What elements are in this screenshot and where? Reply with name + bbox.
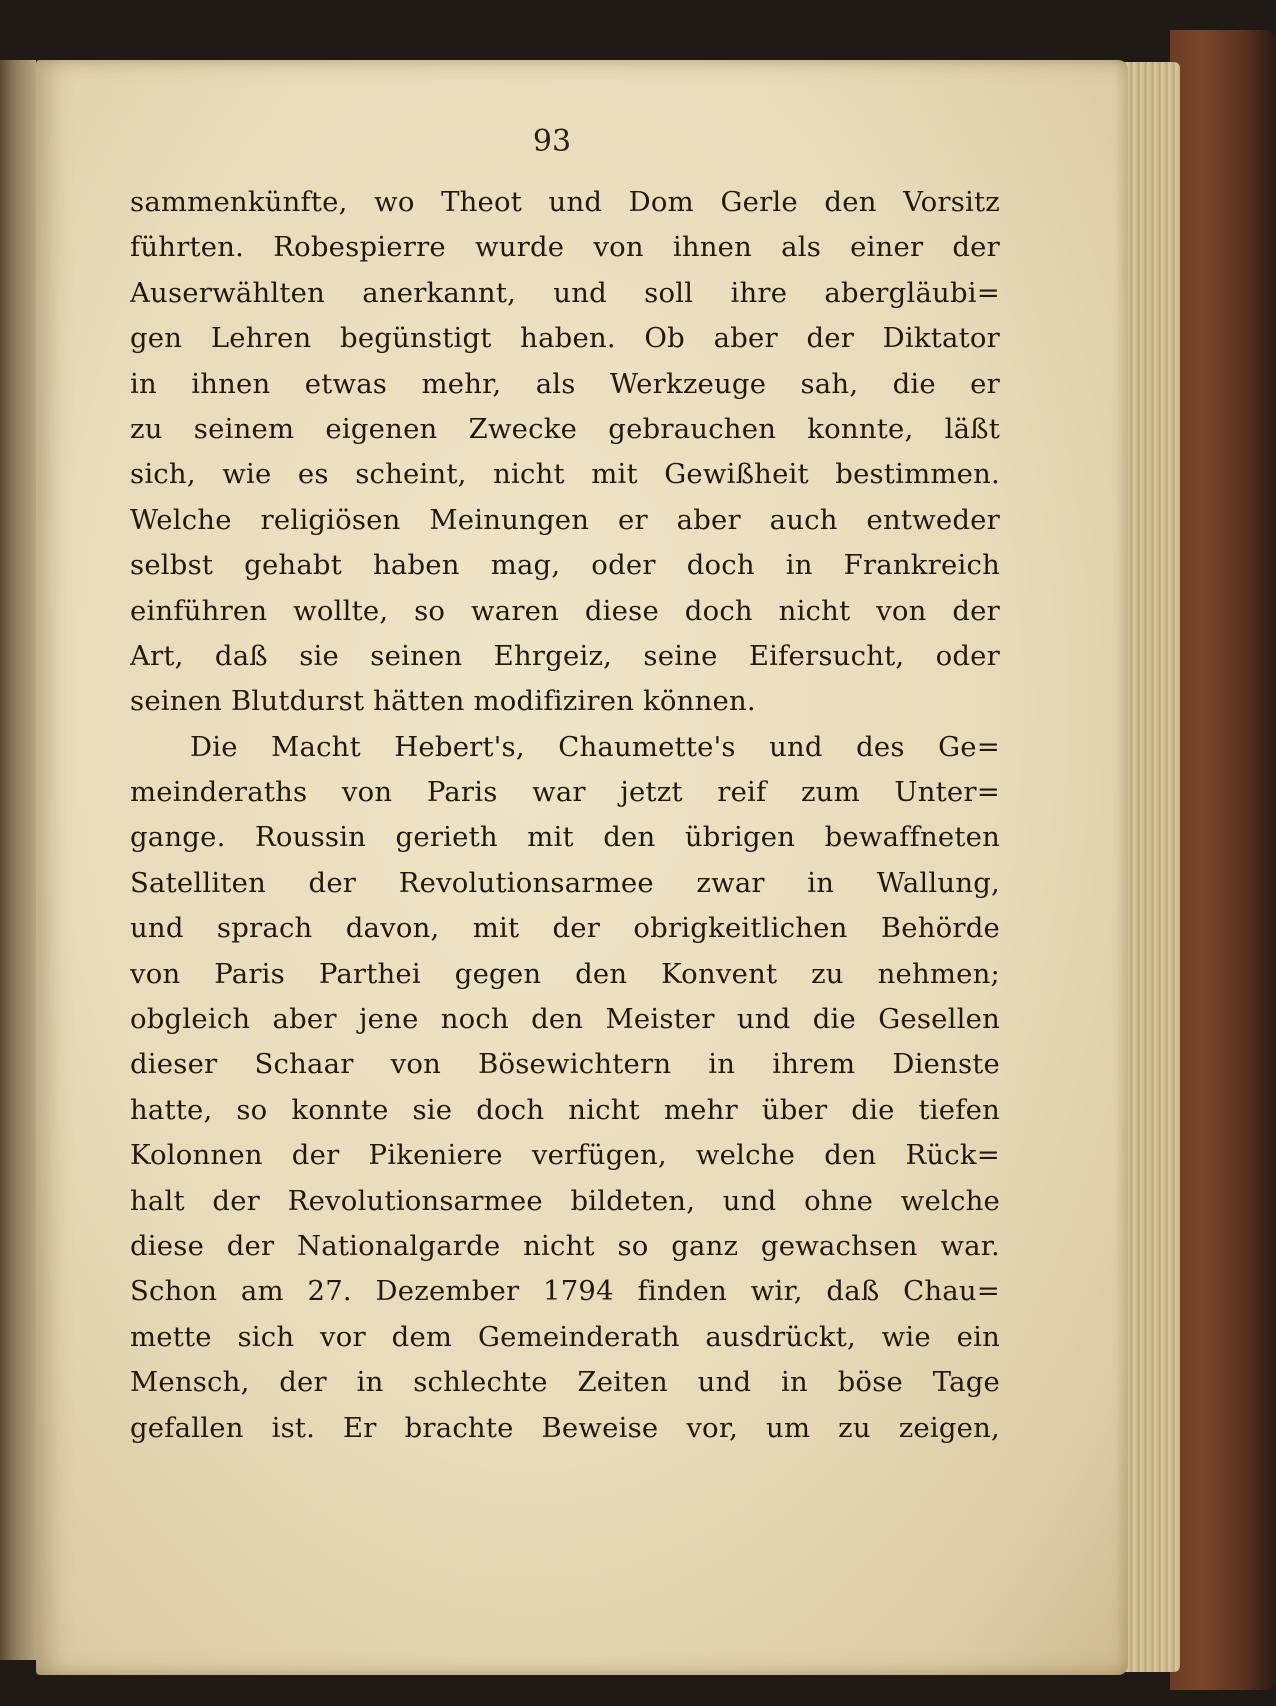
text-line: Kolonnen der Pikeniere verfügen, welche den Rück= xyxy=(130,1139,1000,1172)
text-line-paragraph-start: Die Macht Hebert's, Chaumette's und des Ge= xyxy=(190,730,1000,763)
text-line: mette sich vor dem Gemeinderath ausdrückt, wie ein xyxy=(130,1320,1000,1353)
text-line: Welche religiösen Meinungen er aber auch entweder xyxy=(130,503,1000,536)
text-line: führten. Robespierre wurde von ihnen als einer der xyxy=(130,231,1000,264)
text-line-paragraph-end: seinen Blutdurst hätten modifiziren können. xyxy=(130,685,756,718)
text-line: gen Lehren begünstigt haben. Ob aber der Diktator xyxy=(130,322,1000,355)
text-line: in ihnen etwas mehr, als Werkzeuge sah, die er xyxy=(130,367,1000,400)
page-number: 93 xyxy=(532,124,572,159)
text-line: Art, daß sie seinen Ehrgeiz, seine Eifersucht, oder xyxy=(130,639,1000,672)
text-line: hatte, so konnte sie doch nicht mehr über die tiefen xyxy=(130,1093,1000,1126)
text-line: meinderaths von Paris war jetzt reif zum Unter= xyxy=(130,776,1000,809)
text-line: von Paris Parthei gegen den Konvent zu nehmen; xyxy=(130,957,1000,990)
book-page xyxy=(36,60,1128,1675)
body-text xyxy=(130,180,1000,1451)
text-line: Schon am 27. Dezember 1794 finden wir, daß Chau= xyxy=(130,1275,1000,1308)
text-line: einführen wollte, so waren diese doch nicht von der xyxy=(130,594,1000,627)
left-page-edge xyxy=(0,60,38,1660)
text-line: und sprach davon, mit der obrigkeitlichen Behörde xyxy=(130,912,1000,945)
text-line: Mensch, der in schlechte Zeiten und in böse Tage xyxy=(130,1366,1000,1399)
text-line: halt der Revolutionsarmee bildeten, und ohne welche xyxy=(130,1184,1000,1217)
text-line: Satelliten der Revolutionsarmee zwar in Wallung, xyxy=(130,866,1000,899)
text-line: Auserwählten anerkannt, und soll ihre abergläubi= xyxy=(130,276,1000,309)
text-line: gange. Roussin gerieth mit den übrigen bewaffneten xyxy=(130,821,1000,854)
text-line: obgleich aber jene noch den Meister und die Gesellen xyxy=(130,1003,1000,1036)
text-line: gefallen ist. Er brachte Beweise vor, um zu zeigen, xyxy=(130,1411,1000,1444)
text-line: selbst gehabt haben mag, oder doch in Frankreich xyxy=(130,549,1000,582)
page-edges xyxy=(1120,62,1180,1672)
book-cover xyxy=(1170,30,1276,1690)
text-line: dieser Schaar von Bösewichtern in ihrem Dienste xyxy=(130,1048,1000,1081)
text-line: diese der Nationalgarde nicht so ganz gewachsen war. xyxy=(130,1229,1000,1262)
text-line: zu seinem eigenen Zwecke gebrauchen konnte, läßt xyxy=(130,412,1000,445)
text-line: sich, wie es scheint, nicht mit Gewißheit bestimmen. xyxy=(130,458,1000,491)
text-line: sammenkünfte, wo Theot und Dom Gerle den Vorsitz xyxy=(130,186,1000,218)
